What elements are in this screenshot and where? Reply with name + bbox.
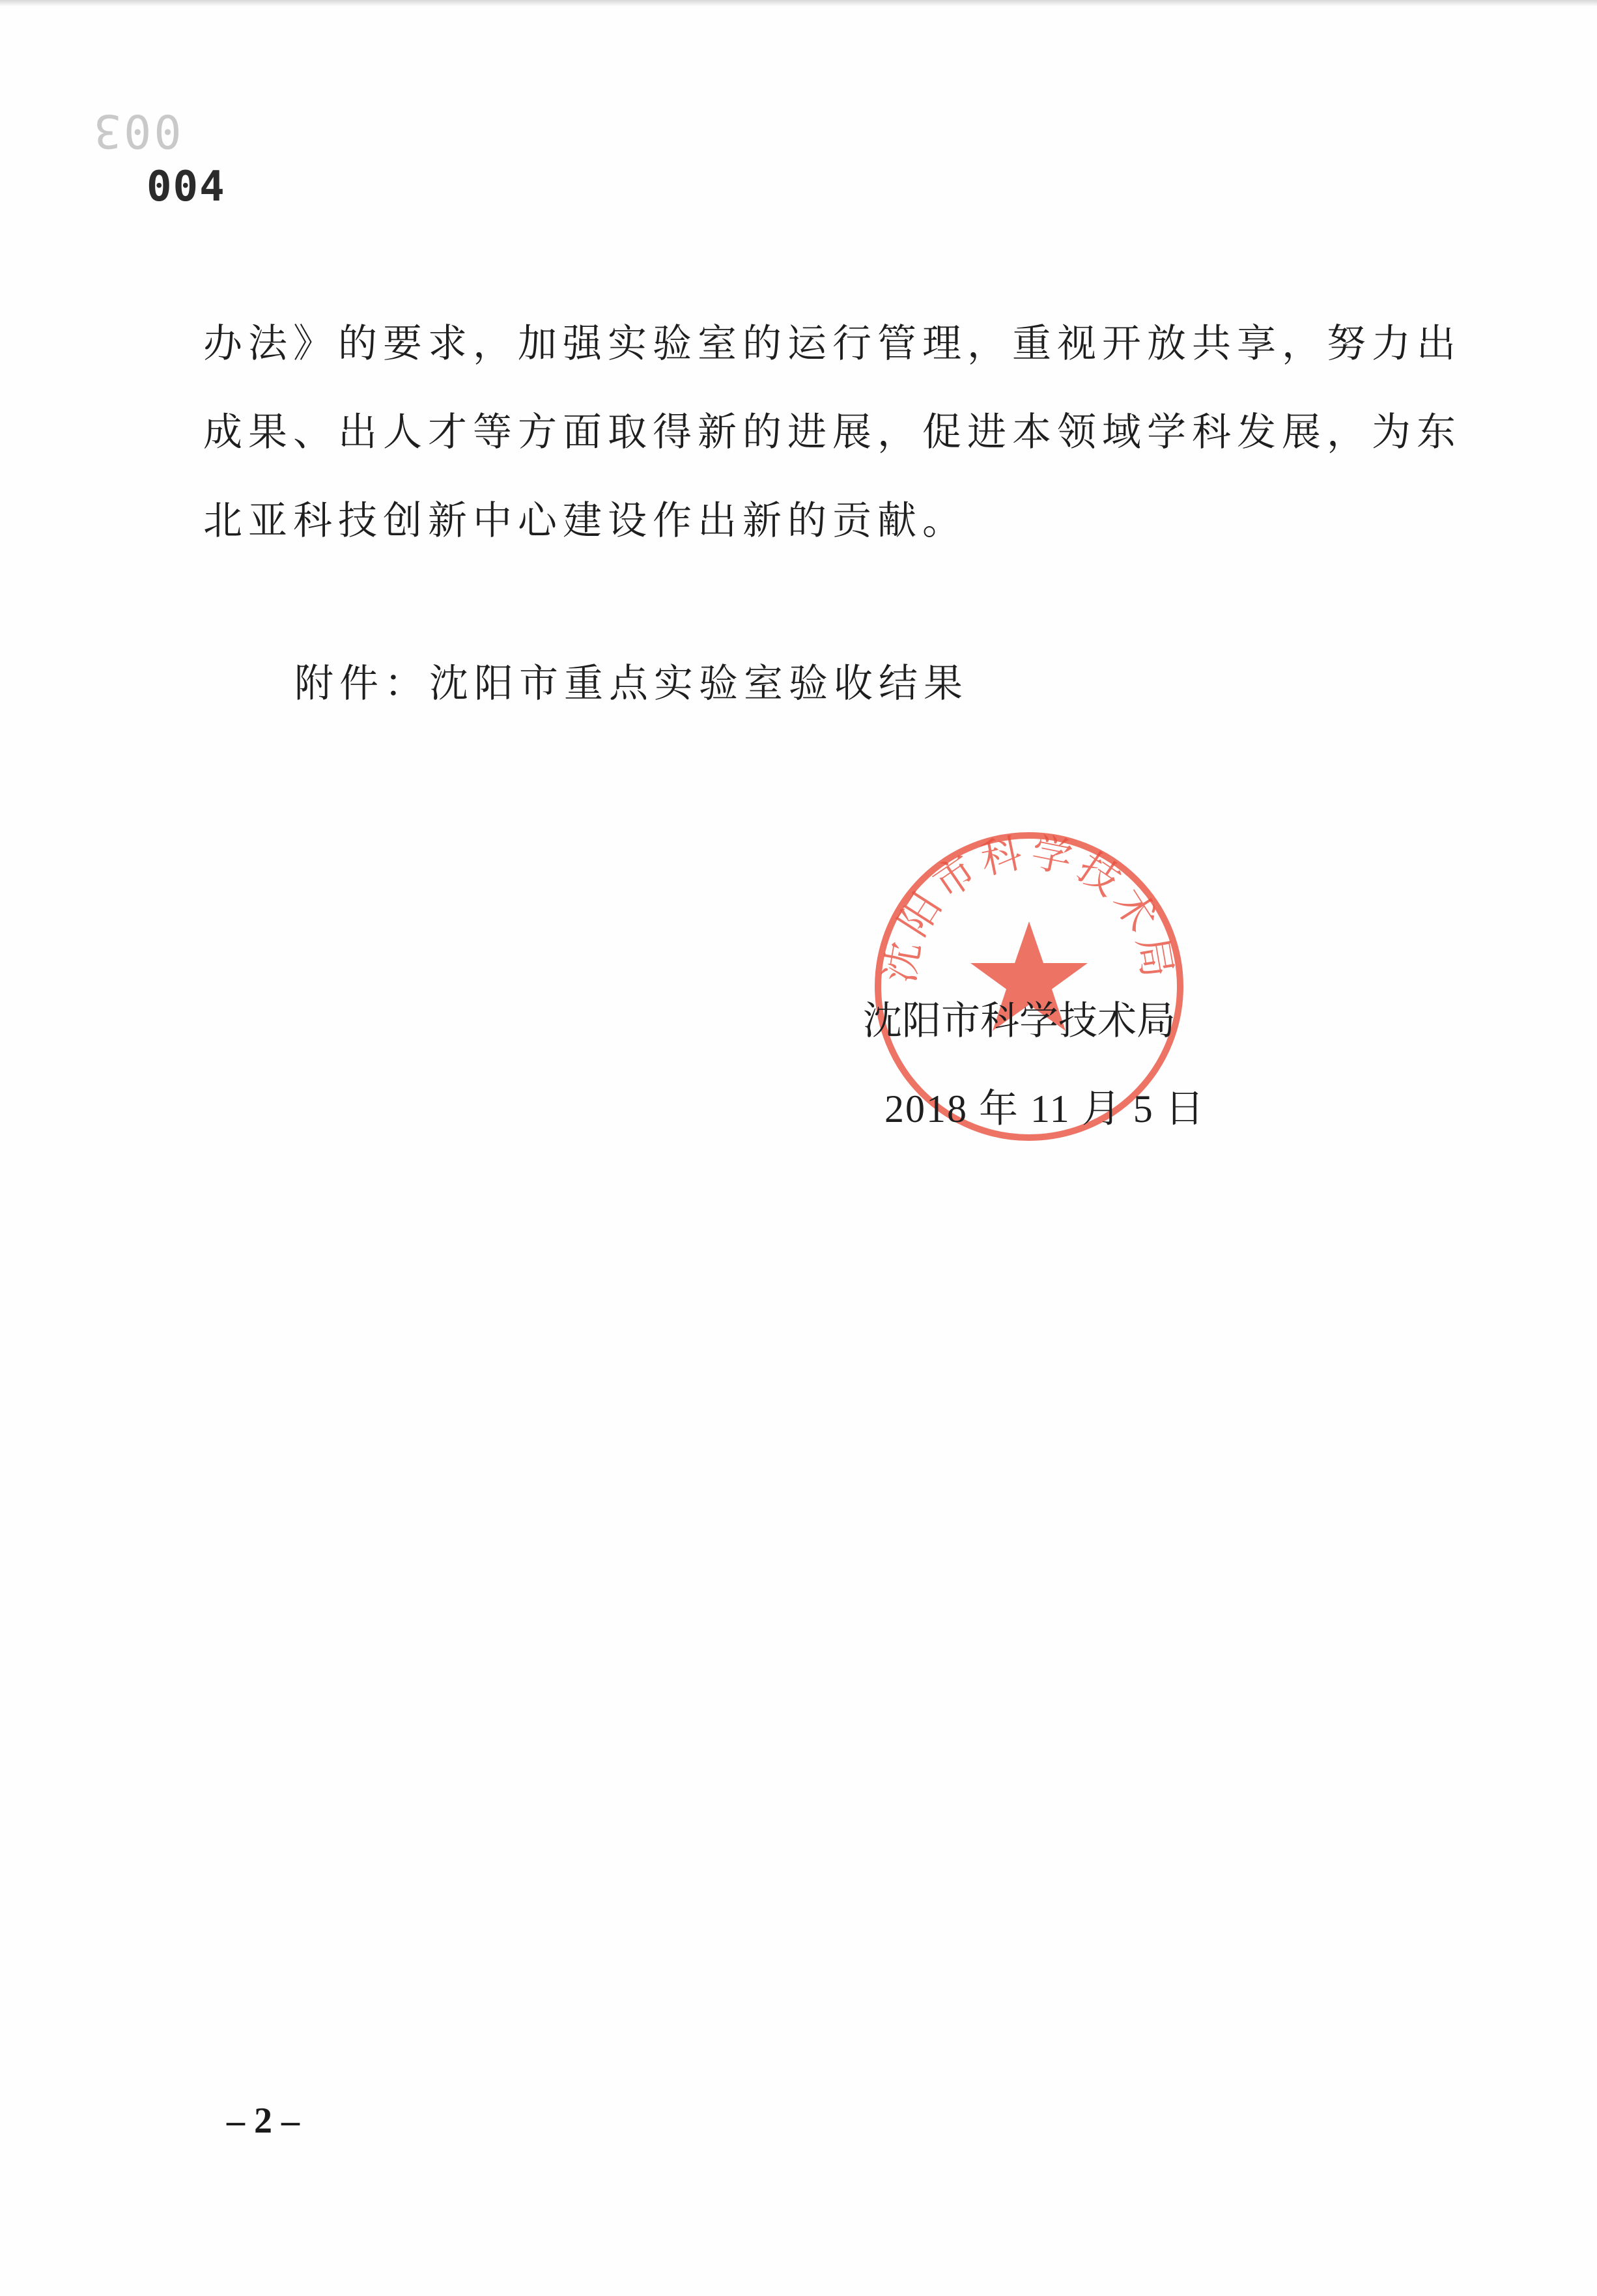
scan-edge — [0, 0, 1597, 7]
body-paragraph — [203, 300, 1462, 565]
attachment-line: 附件：沈阳市重点实验室验收结果 — [294, 661, 968, 707]
archive-number: 004 — [147, 163, 226, 211]
issue-date: 2018 年 11 月 5 日 — [884, 1087, 1206, 1130]
page-number: – 2 – — [227, 2101, 300, 2141]
old-archive-number: 003 — [91, 104, 182, 158]
body-line: 办法》的要求，加强实验室的运行管理，重视开放共享，努力出 — [203, 321, 1462, 367]
body-line: 成果、出人才等方面取得新的进展，促进本领域学科发展，为东 — [203, 410, 1462, 455]
seal-text: 沈阳市科学技术局 — [875, 828, 1183, 987]
issuing-organization: 沈阳市科学技术局 — [863, 1000, 1176, 1043]
body-line: 北亚科技创新中心建设作出新的贡献。 — [203, 498, 967, 544]
